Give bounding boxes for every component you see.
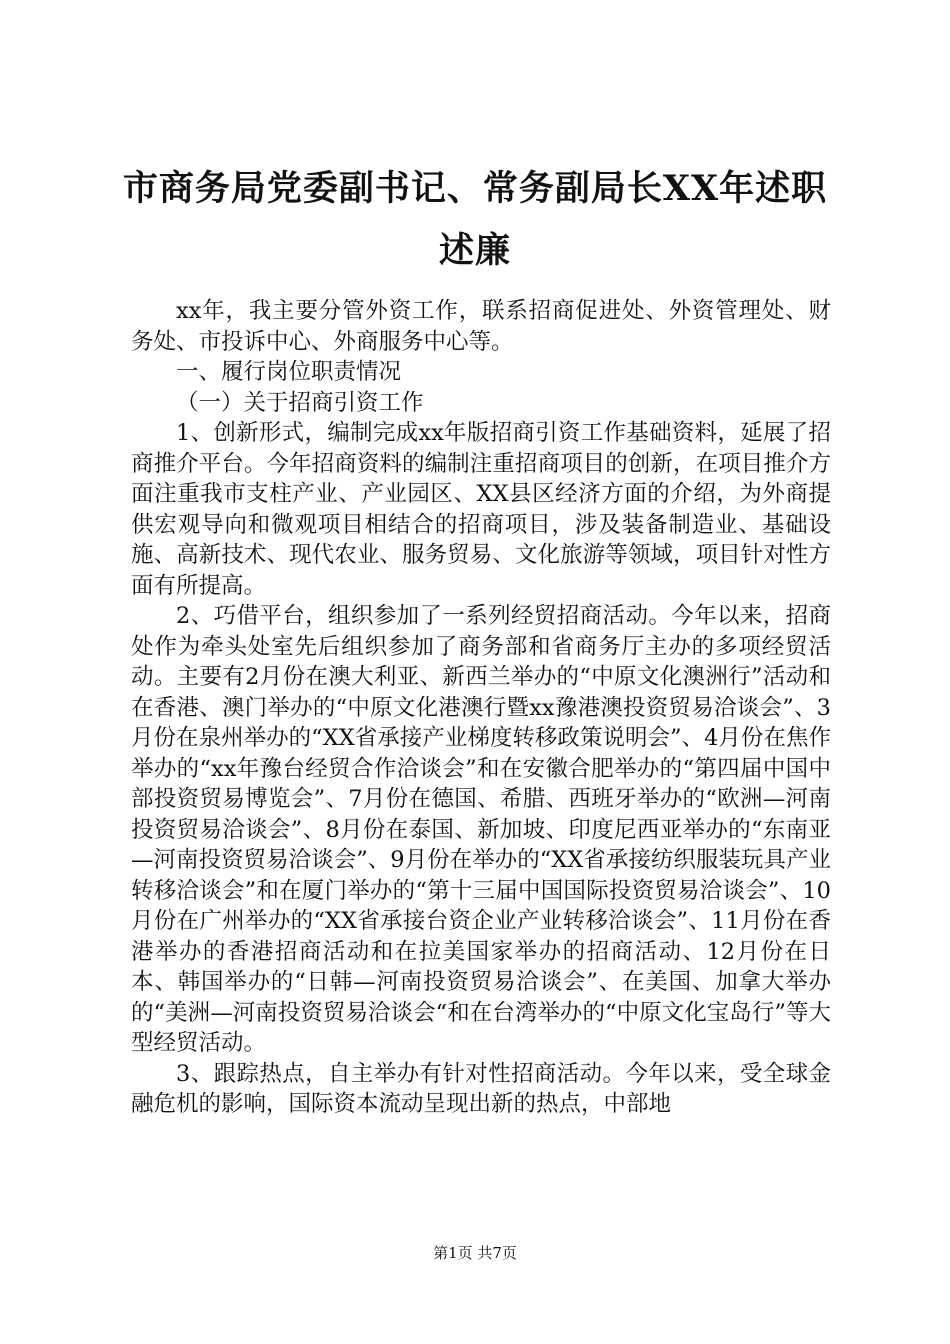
section-heading: 一、履行岗位职责情况 — [176, 359, 402, 385]
title-line-2: 述廉 — [438, 230, 511, 271]
paragraph-intro: xx年，我主要分管外资工作，联系招商促进处、外资管理处、财务处、市投诉中心、外商服务中心等。 — [131, 298, 831, 355]
paragraph-item-3: 3、跟踪热点，自主举办有针对性招商活动。今年以来，受全球金融危机的影响，国际资本流动呈现出新的热点，中部地 — [131, 1060, 831, 1117]
title-line-1: 市商务局党委副书记、常务副局长XX年述职 — [122, 168, 828, 209]
document-title — [110, 158, 840, 282]
paragraph-item-1: 1、创新形式，编制完成xx年版招商引资工作基础资料，延展了招商推介平台。今年招商资料的编制注重招商项目的创新，在项目推介方面注重我市支柱产业、产业园区、XX县区经济方面的介绍，为外商提供宏观导向和微观项目相结合的招商项目，涉及装备制造业、基础设施、高新技术、现代农业、服务贸易、文化旅游等领域，项目针对性方面有所提高。 — [131, 420, 831, 599]
subsection-heading: （一）关于招商引资工作 — [176, 389, 424, 416]
page-number-footer: 第1页 共7页 — [433, 1244, 517, 1262]
paragraph-item-2: 2、巧借平台，组织参加了一系列经贸招商活动。今年以来，招商处作为牵头处室先后组织参加了商务部和省商务厅主办的多项经贸活动。主要有2月份在澳大利亚、新西兰举办的“中原文化澳洲行”活动和在香港、澳门举办的“中原文化港澳行暨xx豫港澳投资贸易洽谈会”、3月份在泉州举办的“XX省承接产业梯度转移政策说明会”、4月份在焦作举办的“xx年豫台经贸合作洽谈会”和在安徽合肥举办的“第四届中国中部投资贸易博览会”、7月份在德国、希腊、西班牙举办的“欧洲—河南投资贸易洽谈会”、8月份在泰国、新加坡、印度尼西亚举办的“东南亚—河南投资贸易洽谈会”、9月份在举办的“XX省承接纺织服装玩具产业转移洽谈会”和在厦门举办的“第十三届中国国际投资贸易洽谈会”、10月份在广州举办的“XX省承接台资企业产业转移洽谈会”、11月份在香港举办的香港招商活动和在拉美国家举办的招商活动、12月份在日本、韩国举办的“日韩—河南投资贸易洽谈会”、在美国、加拿大举办的“美洲—河南投资贸易洽谈会“和在台湾举办的“中原文化宝岛行”等大型经贸活动。 — [131, 603, 831, 1056]
document-body — [131, 296, 831, 1120]
